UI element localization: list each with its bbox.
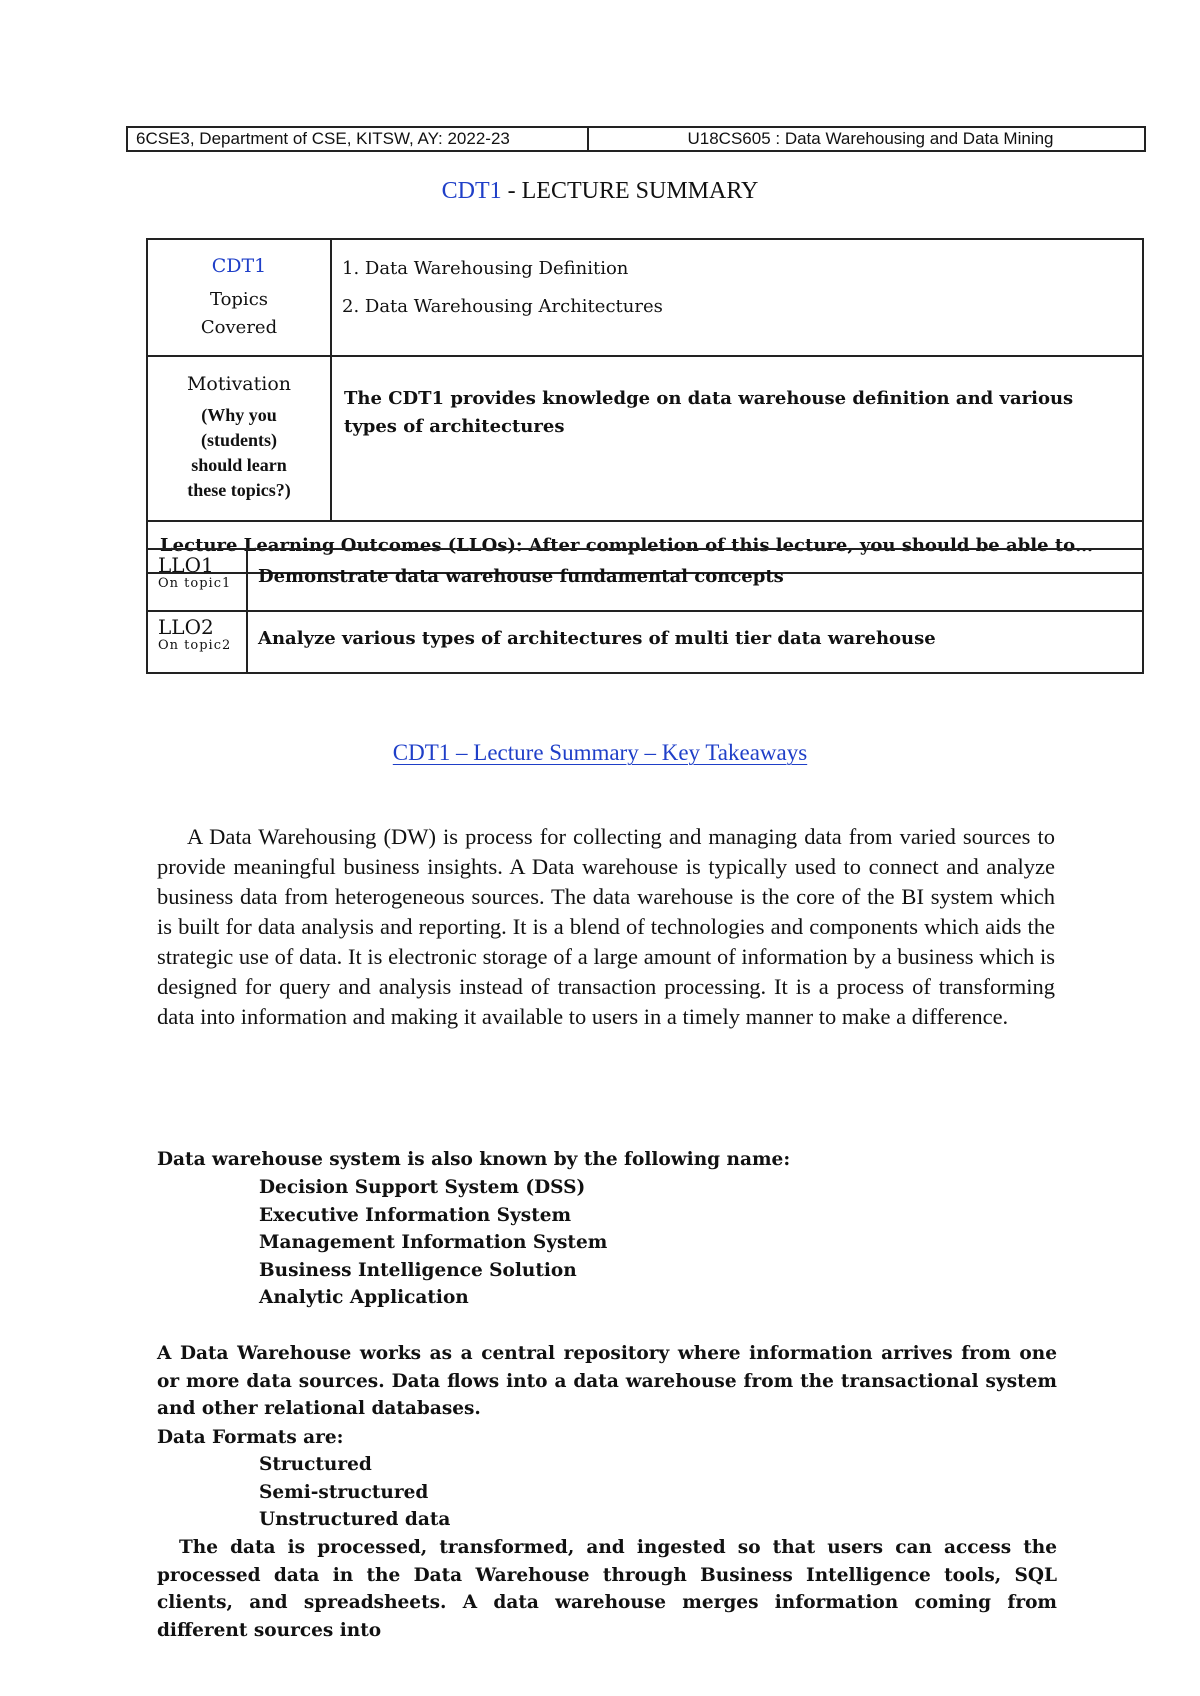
list-item: Executive Information System xyxy=(259,1204,572,1226)
topic-item: 1. Data Warehousing Definition xyxy=(342,258,629,279)
topics-label-cell xyxy=(147,239,331,356)
motivation-text: The CDT1 provides knowledge on data warehouse definition and various types of architectures xyxy=(331,356,1143,521)
list-item: Semi-structured xyxy=(259,1481,429,1503)
formats-list xyxy=(157,1451,1159,1534)
motivation-label-cell xyxy=(147,356,331,521)
list-item: Decision Support System (DSS) xyxy=(259,1177,586,1198)
motivation-row xyxy=(147,356,1143,521)
llo-label-cell xyxy=(147,611,247,673)
llo-row xyxy=(147,611,1143,673)
llo-row xyxy=(147,549,1143,611)
llo-text: Analyze various types of architectures of multi tier data warehouse xyxy=(247,611,1143,673)
llo-label-cell xyxy=(147,549,247,611)
list-item: Analytic Application xyxy=(259,1287,469,1308)
aka-heading: Data warehouse system is also known by the following name: xyxy=(157,1149,791,1170)
title-rest: - LECTURE SUMMARY xyxy=(501,178,759,204)
list-item: Management Information System xyxy=(259,1232,608,1253)
list-item: Structured xyxy=(259,1454,372,1475)
topic-item: 2. Data Warehousing Architectures xyxy=(342,296,663,317)
header-course-info: 6CSE3, Department of CSE, KITSW, AY: 2022-23 xyxy=(128,128,589,150)
llo-topic: On topic1 xyxy=(158,576,232,591)
aka-list xyxy=(157,1174,1159,1312)
key-takeaways-text: CDT1 – Lecture Summary – Key Takeaways xyxy=(392,740,808,765)
llo-heading: Lecture Learning Outcomes (LLOs): After completion of this lecture, you should be able to… xyxy=(147,521,1143,573)
llo-text: Demonstrate data warehouse fundamental concepts xyxy=(247,549,1143,611)
header-subject: U18CS605 : Data Warehousing and Data Mining xyxy=(687,129,1054,148)
topics-label: Topics Covered xyxy=(200,289,278,338)
cdt-code: CDT1 xyxy=(211,255,267,277)
formats-heading: Data Formats are: xyxy=(157,1427,344,1448)
list-item: Business Intelligence Solution xyxy=(259,1259,577,1281)
llo-table xyxy=(146,548,1144,674)
paragraph-central-repository: A Data Warehouse works as a central repository where information arrives from one or more data sources. Data flows into a data warehouse from the transactional system and other relational databases. xyxy=(157,1343,1057,1419)
paragraph-dw-definition: A Data Warehousing (DW) is process for collecting and managing data from varied sources to provide meaningful business insights. A Data warehouse is typically used to connect and analyze business data from heterogeneous sources. The data warehouse is the core of the BI system which is built for data analysis and reporting. It is a blend of technologies and components which aids the strategic use of data. It is electronic storage of a large amount of information by a business which is designed for query and analysis instead of transaction processing. It is a process of transforming data into information and making it available to users in a timely manner to make a difference. xyxy=(157,824,1055,1029)
llo-id: LLO2 xyxy=(158,615,214,639)
key-takeaways-title xyxy=(0,740,1200,766)
motivation-sub: (Why you (students) should learn these topics?) xyxy=(187,405,291,500)
motivation-label: Motivation xyxy=(186,373,292,395)
llo-id: LLO1 xyxy=(158,553,214,577)
page-title xyxy=(0,178,1200,205)
paragraph-processing: The data is processed, transformed, and ingested so that users can access the processed data in the Data Warehouse through Business Intelligence tools, SQL clients, and spreadsheets. A data warehouse merges information coming from different sources into xyxy=(157,1537,1057,1641)
topics-row xyxy=(147,239,1143,356)
title-code: CDT1 xyxy=(441,178,502,204)
page-header xyxy=(126,126,1146,152)
llo-topic: On topic2 xyxy=(158,638,232,653)
list-item: Unstructured data xyxy=(259,1509,451,1530)
topics-list xyxy=(331,239,1143,356)
